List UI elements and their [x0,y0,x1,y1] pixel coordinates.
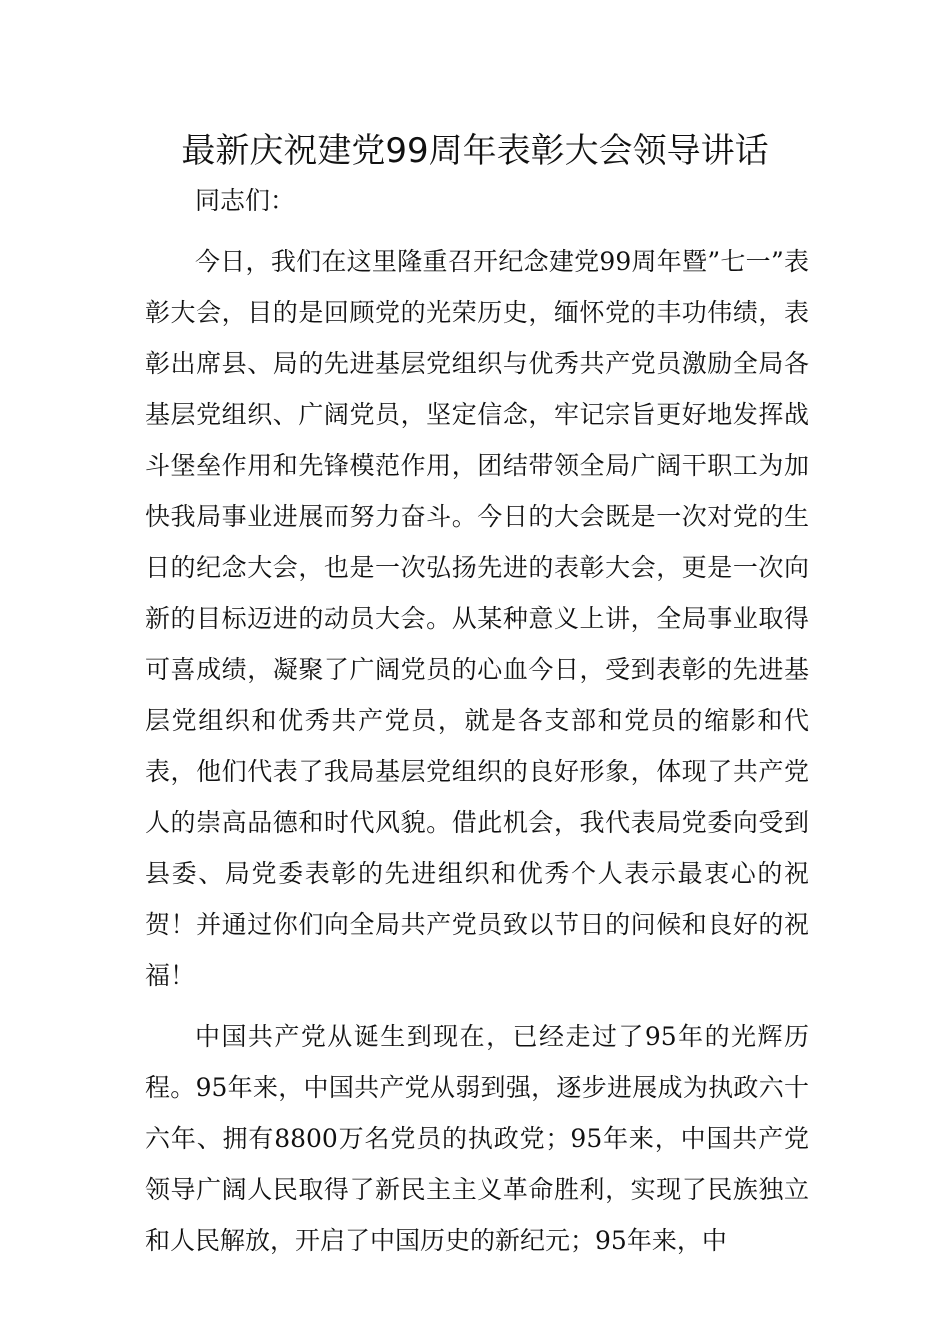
paragraph-gap [145,226,809,236]
document-body [145,175,809,1266]
document-title: 最新庆祝建党99周年表彰大会领导讲话 [181,131,769,171]
paragraph-gap [145,1001,809,1011]
paragraph-2: 中国共产党从诞生到现在，已经走过了95年的光辉历程。95年来，中国共产党从弱到强，逐步进展成为执政六十六年、拥有8800万名党员的执政党；95年来，中国共产党领导广阔人民取得了新民主主义革命胜利，实现了民族独立和人民解放，开启了中国历史的新纪元；95年来，中 [145,1022,809,1255]
greeting: 同志们： [195,186,296,215]
paragraph-1: 今日，我们在这里隆重召开纪念建党99周年暨”七一”表彰大会，目的是回顾党的光荣历史，缅怀党的丰功伟绩，表彰出席县、局的先进基层党组织与优秀共产党员激励全局各基层党组织、广阔党员，坚定信念，牢记宗旨更好地发挥战斗堡垒作用和先锋模范作用，团结带领全局广阔干职工为加快我局事业进展而努力奋斗。今日的大会既是一次对党的生日的纪念大会，也是一次弘扬先进的表彰大会，更是一次向新的目标迈进的动员大会。从某种意义上讲，全局事业取得可喜成绩，凝聚了广阔党员的心血今日，受到表彰的先进基层党组织和优秀共产党员，就是各支部和党员的缩影和代表，他们代表了我局基层党组织的良好形象，体现了共产党人的崇高品德和时代风貌。借此机会，我代表局党委向受到县委、局党委表彰的先进组织和优秀个人表示最衷心的祝贺！并通过你们向全局共产党员致以节日的问候和良好的祝福！ [145,247,809,990]
